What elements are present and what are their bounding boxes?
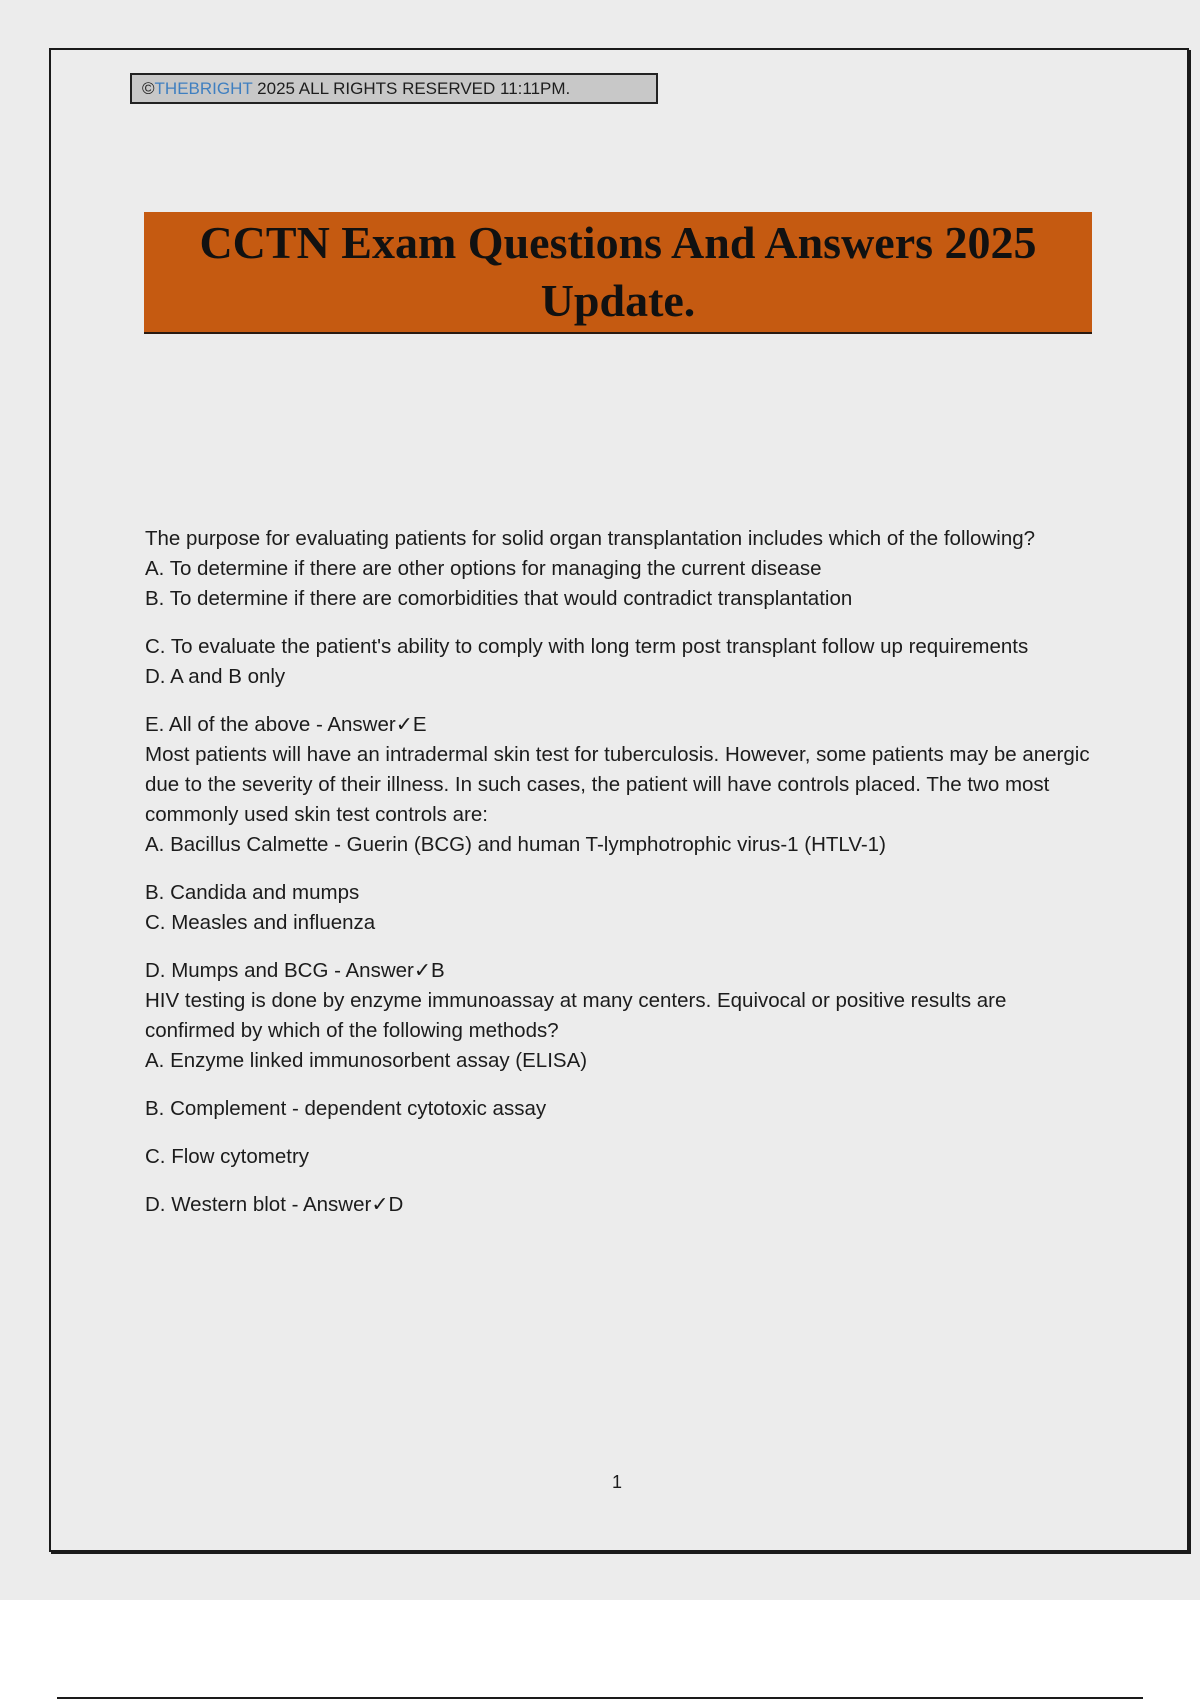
answer-option: A. To determine if there are other options for managing the current disease [145, 557, 822, 580]
question-list [145, 524, 1095, 1220]
title-banner [144, 212, 1092, 334]
question-text: HIV testing is done by enzyme immunoassay at many centers. Equivocal or positive results are confirmed by which of the following methods? [145, 989, 1007, 1042]
copyright-text: 2025 ALL RIGHTS RESERVED 11:11PM. [252, 79, 571, 98]
copyright-header [130, 73, 658, 104]
answer-option-with-answer: D. Mumps and BCG - Answer✓B [145, 959, 445, 982]
answer-option: B. Complement - dependent cytotoxic assay [145, 1097, 547, 1120]
answer-option-with-answer: D. Western blot - Answer✓D [145, 1193, 404, 1216]
page-number: 1 [611, 1472, 622, 1492]
answer-option: C. To evaluate the patient's ability to comply with long term post transplant follow up requirements [145, 635, 1029, 658]
brand-name: THEBRIGHT [154, 79, 253, 98]
answer-option-with-answer: E. All of the above - Answer✓E [145, 713, 427, 736]
answer-option: B. Candida and mumps [145, 881, 360, 904]
answer-option: B. To determine if there are comorbidities that would contradict transplantation [145, 587, 853, 610]
document-title: CCTN Exam Questions And Answers 2025 Update. [199, 217, 1037, 326]
question-text: The purpose for evaluating patients for solid organ transplantation includes which of the following? [145, 527, 1036, 550]
answer-option: A. Bacillus Calmette - Guerin (BCG) and human T-lymphotrophic virus-1 (HTLV-1) [145, 833, 886, 856]
answer-option: D. A and B only [145, 665, 286, 688]
question-text: Most patients will have an intradermal skin test for tuberculosis. However, some patients may be anergic due to the severity of their illness. In such cases, the patient will have controls placed. The two most commonly used skin test controls are: [145, 743, 1090, 826]
bottom-divider [57, 1697, 1143, 1699]
answer-option: C. Flow cytometry [145, 1145, 310, 1168]
answer-option: C. Measles and influenza [145, 911, 376, 934]
answer-option: A. Enzyme linked immunosorbent assay (ELISA) [145, 1049, 588, 1072]
copyright-symbol: © [142, 79, 155, 98]
